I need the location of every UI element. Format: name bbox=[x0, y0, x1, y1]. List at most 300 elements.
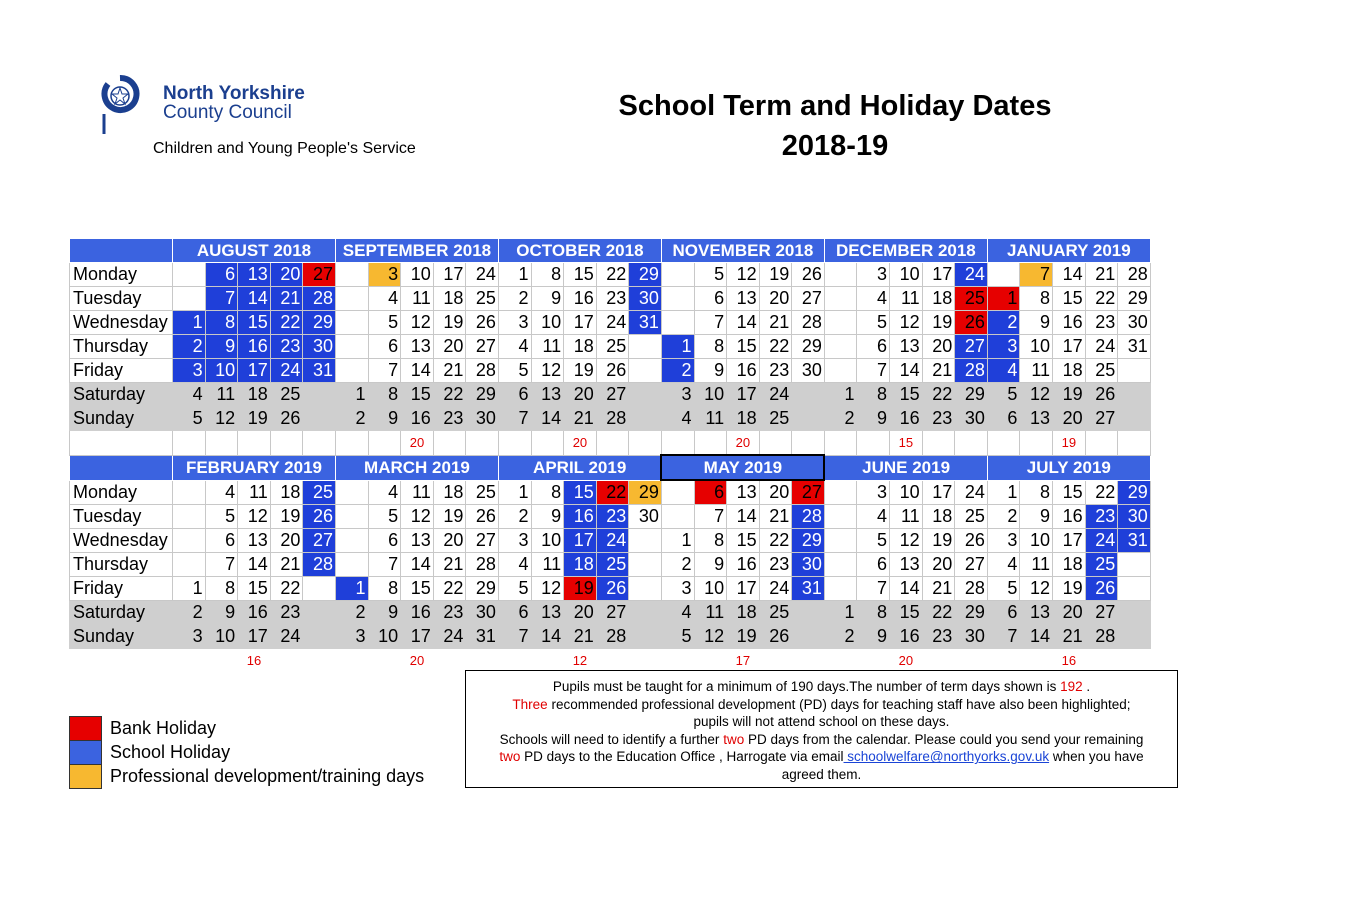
date-cell: 24 bbox=[433, 625, 466, 649]
title-line-2: 2018-19 bbox=[781, 130, 889, 162]
date-cell: 14 bbox=[401, 359, 434, 383]
date-cell: 31 bbox=[303, 359, 336, 383]
date-cell: 21 bbox=[270, 553, 303, 577]
date-cell: 5 bbox=[368, 505, 401, 529]
date-cell: 3 bbox=[987, 335, 1020, 359]
date-cell: 2 bbox=[335, 601, 368, 625]
date-cell: 18 bbox=[727, 601, 760, 625]
date-cell bbox=[792, 383, 825, 407]
date-cell: 23 bbox=[433, 407, 466, 431]
date-cell: 1 bbox=[498, 263, 531, 287]
date-cell: 31 bbox=[466, 625, 499, 649]
term-days-total bbox=[661, 431, 694, 456]
date-cell: 3 bbox=[857, 263, 890, 287]
date-cell: 23 bbox=[922, 407, 955, 431]
term-days-total: 17 bbox=[735, 653, 751, 668]
date-cell: 1 bbox=[987, 287, 1020, 311]
term-days-total: 20 bbox=[401, 431, 434, 456]
date-cell: 9 bbox=[531, 505, 564, 529]
date-cell: 8 bbox=[531, 263, 564, 287]
date-cell: 5 bbox=[857, 529, 890, 553]
date-cell: 23 bbox=[759, 359, 792, 383]
date-cell: 11 bbox=[694, 601, 727, 625]
day-row bbox=[70, 601, 1151, 625]
date-cell: 10 bbox=[890, 263, 923, 287]
date-cell: 11 bbox=[238, 480, 271, 505]
date-cell: 12 bbox=[401, 505, 434, 529]
date-cell: 26 bbox=[596, 577, 629, 601]
date-cell: 5 bbox=[987, 383, 1020, 407]
date-cell: 26 bbox=[955, 529, 988, 553]
date-cell: 19 bbox=[433, 311, 466, 335]
date-cell: 9 bbox=[694, 359, 727, 383]
date-cell: 2 bbox=[335, 407, 368, 431]
date-cell bbox=[335, 480, 368, 505]
date-cell: 17 bbox=[727, 577, 760, 601]
term-days-total bbox=[433, 431, 466, 456]
date-cell: 28 bbox=[792, 311, 825, 335]
date-cell: 10 bbox=[531, 529, 564, 553]
date-cell: 10 bbox=[890, 480, 923, 505]
term-days-total bbox=[661, 649, 694, 673]
date-cell: 30 bbox=[1118, 311, 1151, 335]
note-line bbox=[466, 678, 1177, 696]
date-cell: 12 bbox=[531, 577, 564, 601]
date-cell: 29 bbox=[955, 383, 988, 407]
date-cell: 26 bbox=[270, 407, 303, 431]
date-cell bbox=[824, 529, 857, 553]
date-cell: 18 bbox=[433, 287, 466, 311]
date-cell bbox=[792, 601, 825, 625]
term-days-total: 19 bbox=[1053, 431, 1086, 456]
date-cell: 10 bbox=[205, 625, 238, 649]
date-cell: 21 bbox=[564, 407, 597, 431]
date-cell: 7 bbox=[368, 553, 401, 577]
date-cell: 29 bbox=[466, 383, 499, 407]
term-days-total bbox=[531, 431, 564, 456]
date-cell: 28 bbox=[303, 553, 336, 577]
page-title bbox=[560, 86, 1110, 166]
date-cell: 3 bbox=[987, 529, 1020, 553]
date-cell: 4 bbox=[661, 407, 694, 431]
date-cell: 27 bbox=[303, 529, 336, 553]
date-cell: 6 bbox=[498, 383, 531, 407]
date-cell: 18 bbox=[564, 553, 597, 577]
term-days-total bbox=[303, 431, 336, 456]
term-days-total: 20 bbox=[898, 653, 914, 668]
email-link[interactable]: schoolwelfare@northyorks.gov.uk bbox=[843, 749, 1050, 765]
date-cell: 28 bbox=[466, 553, 499, 577]
date-cell: 7 bbox=[498, 625, 531, 649]
legend-swatch bbox=[69, 716, 102, 741]
date-cell: 2 bbox=[987, 311, 1020, 335]
date-cell: 30 bbox=[466, 407, 499, 431]
date-cell: 18 bbox=[1053, 359, 1086, 383]
date-cell: 9 bbox=[368, 601, 401, 625]
date-cell bbox=[629, 577, 662, 601]
date-cell: 3 bbox=[335, 625, 368, 649]
term-days-total bbox=[531, 649, 564, 673]
date-cell: 15 bbox=[564, 480, 597, 505]
term-days-total bbox=[922, 649, 955, 673]
date-cell bbox=[1118, 383, 1151, 407]
totals-blank bbox=[70, 431, 173, 456]
term-days-total: 16 bbox=[1061, 653, 1077, 668]
note-text: recommended professional development (PD) days for teaching staff have also been highlighted; bbox=[547, 696, 1131, 712]
term-days-total bbox=[759, 649, 792, 673]
date-cell: 14 bbox=[890, 359, 923, 383]
date-cell: 21 bbox=[564, 625, 597, 649]
date-cell: 8 bbox=[205, 311, 238, 335]
date-cell: 24 bbox=[1085, 529, 1118, 553]
date-cell: 19 bbox=[922, 529, 955, 553]
date-cell: 17 bbox=[922, 480, 955, 505]
date-cell: 10 bbox=[368, 625, 401, 649]
date-cell: 26 bbox=[1085, 577, 1118, 601]
date-cell: 27 bbox=[596, 383, 629, 407]
date-cell: 4 bbox=[661, 601, 694, 625]
term-days-total bbox=[173, 649, 206, 673]
date-cell bbox=[1118, 601, 1151, 625]
date-cell: 23 bbox=[270, 601, 303, 625]
date-cell: 27 bbox=[792, 480, 825, 505]
date-cell: 16 bbox=[727, 359, 760, 383]
date-cell bbox=[173, 287, 206, 311]
date-cell: 14 bbox=[890, 577, 923, 601]
date-cell: 9 bbox=[694, 553, 727, 577]
day-name: Wednesday bbox=[70, 529, 173, 553]
date-cell: 25 bbox=[596, 335, 629, 359]
date-cell: 6 bbox=[857, 335, 890, 359]
legend-swatch bbox=[69, 740, 102, 765]
date-cell: 7 bbox=[498, 407, 531, 431]
date-cell: 10 bbox=[1020, 529, 1053, 553]
date-cell bbox=[1118, 359, 1151, 383]
date-cell: 12 bbox=[401, 311, 434, 335]
date-cell: 13 bbox=[238, 529, 271, 553]
org-line-1: North Yorkshire bbox=[163, 83, 305, 104]
day-name: Sunday bbox=[70, 407, 173, 431]
date-cell bbox=[792, 625, 825, 649]
date-cell: 27 bbox=[792, 287, 825, 311]
date-cell bbox=[173, 553, 206, 577]
date-cell: 31 bbox=[792, 577, 825, 601]
date-cell: 3 bbox=[498, 529, 531, 553]
date-cell: 17 bbox=[564, 311, 597, 335]
term-days-total bbox=[857, 649, 890, 673]
date-cell: 11 bbox=[205, 383, 238, 407]
date-cell: 23 bbox=[596, 505, 629, 529]
date-cell: 19 bbox=[564, 359, 597, 383]
date-cell: 22 bbox=[270, 577, 303, 601]
date-cell: 26 bbox=[955, 311, 988, 335]
date-cell: 21 bbox=[922, 359, 955, 383]
term-days-total bbox=[792, 431, 825, 456]
date-cell: 11 bbox=[531, 335, 564, 359]
note-line: agreed them. bbox=[781, 766, 862, 782]
date-cell: 31 bbox=[1118, 529, 1151, 553]
date-cell: 30 bbox=[629, 287, 662, 311]
day-name: Sunday bbox=[70, 625, 173, 649]
date-cell: 24 bbox=[955, 480, 988, 505]
date-cell: 15 bbox=[238, 311, 271, 335]
date-cell: 5 bbox=[661, 625, 694, 649]
date-cell: 9 bbox=[857, 625, 890, 649]
date-cell: 17 bbox=[727, 383, 760, 407]
date-cell bbox=[987, 263, 1020, 287]
date-cell: 17 bbox=[238, 359, 271, 383]
date-cell: 24 bbox=[1085, 335, 1118, 359]
date-cell: 7 bbox=[694, 311, 727, 335]
county-council-logo bbox=[100, 74, 140, 136]
date-cell: 5 bbox=[368, 311, 401, 335]
legend-label: Bank Holiday bbox=[110, 718, 217, 738]
date-cell bbox=[173, 505, 206, 529]
date-cell: 13 bbox=[238, 263, 271, 287]
date-cell: 20 bbox=[922, 335, 955, 359]
date-cell: 7 bbox=[1020, 263, 1053, 287]
date-cell: 25 bbox=[759, 407, 792, 431]
note-text: Schools will need to identify a further bbox=[499, 731, 724, 747]
date-cell: 14 bbox=[727, 311, 760, 335]
date-cell bbox=[629, 383, 662, 407]
date-cell: 15 bbox=[727, 529, 760, 553]
date-cell: 12 bbox=[890, 311, 923, 335]
date-cell: 15 bbox=[1053, 287, 1086, 311]
month-header: MARCH 2019 bbox=[335, 455, 498, 480]
term-days-total bbox=[205, 431, 238, 456]
day-row bbox=[70, 407, 1151, 431]
date-cell: 1 bbox=[987, 480, 1020, 505]
term-calendar-table bbox=[69, 238, 1151, 672]
date-cell: 17 bbox=[1053, 335, 1086, 359]
date-cell: 24 bbox=[596, 311, 629, 335]
note-highlight: two bbox=[723, 731, 745, 747]
date-cell: 23 bbox=[1085, 505, 1118, 529]
date-cell: 12 bbox=[727, 263, 760, 287]
date-cell: 7 bbox=[987, 625, 1020, 649]
term-days-total bbox=[1118, 649, 1151, 673]
term-days-total bbox=[987, 649, 1020, 673]
date-cell: 13 bbox=[1020, 407, 1053, 431]
date-cell: 18 bbox=[238, 383, 271, 407]
day-name: Monday bbox=[70, 263, 173, 287]
date-cell: 25 bbox=[303, 480, 336, 505]
date-cell: 24 bbox=[955, 263, 988, 287]
date-cell: 6 bbox=[857, 553, 890, 577]
date-cell: 17 bbox=[401, 625, 434, 649]
date-cell: 26 bbox=[596, 359, 629, 383]
day-row bbox=[70, 577, 1151, 601]
term-days-total bbox=[955, 649, 988, 673]
term-days-total bbox=[205, 649, 238, 673]
date-cell: 25 bbox=[1085, 553, 1118, 577]
month-header: JULY 2019 bbox=[987, 455, 1150, 480]
date-cell: 31 bbox=[629, 311, 662, 335]
date-cell: 3 bbox=[661, 577, 694, 601]
term-days-total bbox=[1118, 431, 1151, 456]
date-cell bbox=[303, 407, 336, 431]
date-cell: 17 bbox=[564, 529, 597, 553]
date-cell: 22 bbox=[1085, 287, 1118, 311]
date-cell: 21 bbox=[759, 505, 792, 529]
date-cell: 30 bbox=[955, 407, 988, 431]
date-cell: 8 bbox=[1020, 287, 1053, 311]
date-cell: 30 bbox=[792, 553, 825, 577]
date-cell: 3 bbox=[498, 311, 531, 335]
date-cell: 5 bbox=[498, 359, 531, 383]
date-cell: 26 bbox=[466, 311, 499, 335]
date-cell: 22 bbox=[759, 529, 792, 553]
date-cell: 13 bbox=[1020, 601, 1053, 625]
month-header: SEPTEMBER 2018 bbox=[335, 239, 498, 263]
date-cell: 19 bbox=[270, 505, 303, 529]
date-cell: 1 bbox=[173, 577, 206, 601]
term-days-total bbox=[368, 431, 401, 456]
date-cell: 19 bbox=[433, 505, 466, 529]
date-cell: 6 bbox=[368, 529, 401, 553]
date-cell bbox=[824, 553, 857, 577]
date-cell: 15 bbox=[890, 383, 923, 407]
date-cell: 7 bbox=[857, 359, 890, 383]
date-cell bbox=[661, 287, 694, 311]
day-row bbox=[70, 311, 1151, 335]
date-cell: 18 bbox=[727, 407, 760, 431]
date-cell: 6 bbox=[368, 335, 401, 359]
term-days-total bbox=[987, 431, 1020, 456]
date-cell: 5 bbox=[173, 407, 206, 431]
date-cell: 17 bbox=[1053, 529, 1086, 553]
date-cell: 14 bbox=[238, 287, 271, 311]
date-cell: 30 bbox=[792, 359, 825, 383]
date-cell bbox=[824, 335, 857, 359]
note-line bbox=[466, 748, 1177, 766]
date-cell: 21 bbox=[759, 311, 792, 335]
date-cell bbox=[335, 553, 368, 577]
date-cell bbox=[792, 407, 825, 431]
date-cell: 9 bbox=[205, 335, 238, 359]
day-name: Thursday bbox=[70, 335, 173, 359]
date-cell: 24 bbox=[596, 529, 629, 553]
date-cell: 20 bbox=[1053, 601, 1086, 625]
date-cell: 9 bbox=[1020, 505, 1053, 529]
date-cell: 29 bbox=[792, 529, 825, 553]
term-days-total bbox=[629, 431, 662, 456]
term-days-total bbox=[1020, 431, 1053, 456]
month-header-row bbox=[70, 239, 1151, 263]
term-days-total bbox=[1020, 649, 1053, 673]
month-header: NOVEMBER 2018 bbox=[661, 239, 824, 263]
date-cell: 24 bbox=[759, 383, 792, 407]
term-days-total bbox=[498, 649, 531, 673]
date-cell bbox=[303, 601, 336, 625]
date-cell bbox=[824, 480, 857, 505]
date-cell: 22 bbox=[759, 335, 792, 359]
date-cell: 17 bbox=[433, 263, 466, 287]
date-cell: 15 bbox=[727, 335, 760, 359]
date-cell: 25 bbox=[955, 287, 988, 311]
date-cell bbox=[173, 529, 206, 553]
date-cell: 23 bbox=[596, 287, 629, 311]
term-days-total bbox=[270, 431, 303, 456]
term-days-total: 20 bbox=[564, 431, 597, 456]
date-cell: 19 bbox=[564, 577, 597, 601]
date-cell bbox=[824, 311, 857, 335]
date-cell: 15 bbox=[564, 263, 597, 287]
date-cell bbox=[629, 553, 662, 577]
date-cell: 11 bbox=[401, 287, 434, 311]
term-days-total bbox=[792, 649, 825, 673]
day-name: Saturday bbox=[70, 601, 173, 625]
date-cell: 10 bbox=[531, 311, 564, 335]
date-cell: 24 bbox=[270, 359, 303, 383]
date-cell: 20 bbox=[270, 529, 303, 553]
date-cell: 21 bbox=[270, 287, 303, 311]
day-row bbox=[70, 335, 1151, 359]
date-cell: 6 bbox=[205, 529, 238, 553]
date-cell: 22 bbox=[433, 577, 466, 601]
month-header: DECEMBER 2018 bbox=[824, 239, 987, 263]
day-row bbox=[70, 287, 1151, 311]
date-cell bbox=[173, 263, 206, 287]
term-days-total bbox=[824, 649, 857, 673]
date-cell: 6 bbox=[498, 601, 531, 625]
date-cell: 22 bbox=[1085, 480, 1118, 505]
date-cell: 16 bbox=[890, 625, 923, 649]
date-cell: 6 bbox=[205, 263, 238, 287]
note-line bbox=[466, 696, 1177, 714]
date-cell bbox=[1118, 625, 1151, 649]
date-cell: 27 bbox=[1085, 601, 1118, 625]
date-cell: 18 bbox=[433, 480, 466, 505]
date-cell: 16 bbox=[727, 553, 760, 577]
date-cell bbox=[629, 529, 662, 553]
date-cell: 29 bbox=[955, 601, 988, 625]
date-cell: 8 bbox=[857, 383, 890, 407]
legend-label: Professional development/training days bbox=[110, 766, 425, 786]
date-cell: 2 bbox=[173, 601, 206, 625]
date-cell: 28 bbox=[1118, 263, 1151, 287]
date-cell: 9 bbox=[1020, 311, 1053, 335]
date-cell: 7 bbox=[205, 553, 238, 577]
date-cell: 16 bbox=[238, 335, 271, 359]
date-cell: 21 bbox=[1085, 263, 1118, 287]
date-cell: 3 bbox=[661, 383, 694, 407]
date-cell: 13 bbox=[727, 480, 760, 505]
term-days-total bbox=[629, 649, 662, 673]
date-cell: 15 bbox=[238, 577, 271, 601]
date-cell: 22 bbox=[433, 383, 466, 407]
date-cell: 27 bbox=[1085, 407, 1118, 431]
date-cell: 23 bbox=[922, 625, 955, 649]
date-cell: 16 bbox=[1053, 505, 1086, 529]
date-cell: 22 bbox=[596, 263, 629, 287]
date-cell: 12 bbox=[694, 625, 727, 649]
term-days-total: 12 bbox=[572, 653, 588, 668]
date-cell bbox=[661, 311, 694, 335]
day-row bbox=[70, 625, 1151, 649]
note-text: PD days to the Education Office , Harrogate via email bbox=[520, 749, 844, 765]
date-cell: 17 bbox=[922, 263, 955, 287]
date-cell: 11 bbox=[401, 480, 434, 505]
term-days-total bbox=[466, 649, 499, 673]
date-cell: 15 bbox=[401, 383, 434, 407]
date-cell: 14 bbox=[1053, 263, 1086, 287]
date-cell: 29 bbox=[1118, 480, 1151, 505]
date-cell: 4 bbox=[205, 480, 238, 505]
date-cell: 23 bbox=[270, 335, 303, 359]
date-cell: 5 bbox=[694, 263, 727, 287]
